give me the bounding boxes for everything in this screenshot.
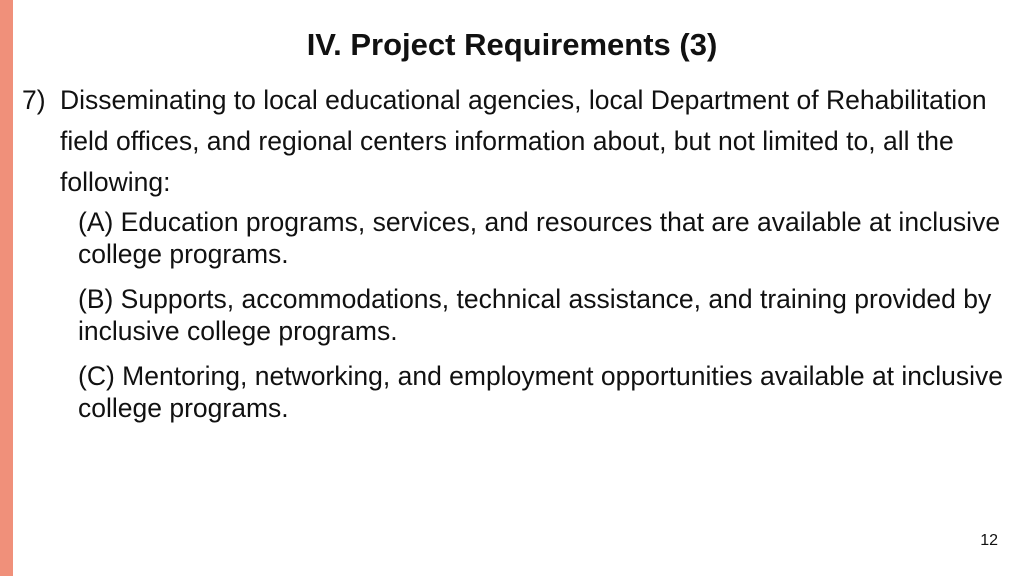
requirement-text: Disseminating to local educational agencies, local Department of Rehabilitation field offices, and regional centers information about, but not limited to, all the following:: [60, 85, 987, 197]
subitem-b: (B) Supports, accommodations, technical assistance, and training provided by inclusive college programs.: [78, 284, 992, 346]
subitem-a: (A) Education programs, services, and resources that are available at inclusive college programs.: [78, 207, 1001, 269]
requirement-item-7: [22, 80, 1012, 203]
accent-bar: [0, 0, 13, 576]
subitem-c: (C) Mentoring, networking, and employment opportunities available at inclusive college programs.: [78, 361, 1004, 423]
page-title: IV. Project Requirements (3): [306, 27, 718, 62]
page-number: 12: [980, 532, 998, 549]
requirement-sublist: [78, 206, 1008, 437]
requirement-number: 7): [22, 85, 46, 115]
